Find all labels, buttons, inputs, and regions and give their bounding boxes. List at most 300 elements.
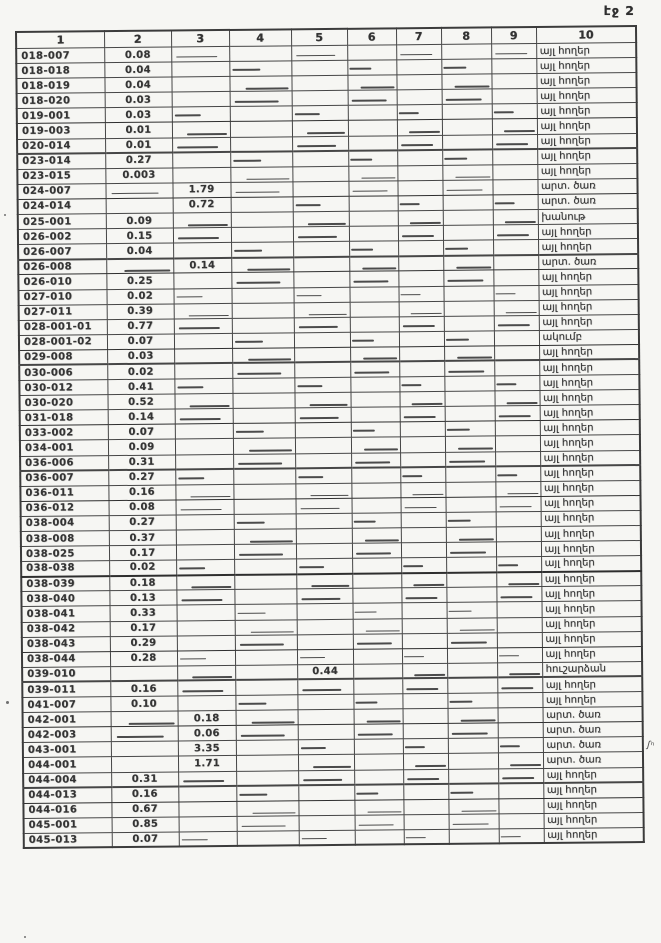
cell-area-value — [233, 423, 295, 439]
cell-area-value — [493, 270, 538, 286]
cell-area-value — [230, 152, 292, 168]
cell-area-value — [403, 709, 448, 725]
cell-area-value — [448, 723, 498, 739]
cell-area-value — [493, 225, 538, 241]
cell-area-value — [493, 255, 538, 271]
cell-area-value — [236, 801, 298, 817]
cell-area-value — [353, 694, 402, 710]
cell-area-value — [397, 105, 442, 121]
cell-area-value — [399, 376, 444, 392]
cell-land-use: այլ հողեր — [539, 359, 639, 375]
cell-area-value — [176, 545, 234, 561]
cell-area-value: 0.10 — [110, 696, 177, 712]
cell-land-use: այլ հողեր — [538, 239, 638, 255]
cell-area-value — [295, 483, 351, 499]
cell-area-value — [496, 526, 541, 542]
cell-area-value — [234, 574, 296, 590]
cell-area-value — [404, 814, 449, 830]
cell-area-value — [492, 149, 537, 165]
cell-area-value — [230, 167, 292, 183]
cell-area-value — [492, 164, 537, 180]
cell-area-value — [173, 212, 231, 228]
cell-area-value — [177, 665, 235, 681]
cell-area-value — [443, 225, 493, 241]
cell-area-value — [353, 603, 402, 619]
cell-area-value — [444, 301, 494, 317]
cell-area-value — [348, 150, 397, 166]
cell-area-value — [355, 815, 404, 831]
cell-area-value — [298, 755, 354, 771]
cell-area-value: 0.44 — [297, 664, 353, 680]
cell-area-value — [444, 361, 494, 377]
cell-area-value — [295, 423, 351, 439]
cell-area-value — [172, 92, 230, 108]
cell-area-value — [397, 150, 442, 166]
cell-area-value — [447, 633, 497, 649]
cell-area-value — [172, 107, 230, 123]
cell-area-value — [176, 499, 234, 515]
cell-area-value — [231, 242, 293, 258]
cell-area-value — [443, 240, 493, 256]
cell-area-value — [448, 753, 498, 769]
cell-land-use: այլ հողեր — [542, 601, 642, 617]
cell-area-value — [173, 228, 231, 244]
cell-area-value — [445, 467, 495, 483]
cell-area-value — [233, 484, 295, 500]
cell-area-value — [296, 513, 352, 529]
cell-area-value — [348, 181, 397, 197]
cell-area-value: 0.18 — [109, 575, 176, 591]
cell-area-value — [399, 346, 444, 362]
cell-area-value: 0.08 — [109, 500, 176, 516]
cell-area-value — [347, 60, 396, 76]
cell-area-value — [398, 286, 443, 302]
cell-area-value — [496, 542, 541, 558]
cell-area-value — [349, 226, 398, 242]
cell-parcel-code: 036-011 — [20, 485, 108, 501]
cell-land-use: այլ հողեր — [537, 88, 637, 104]
cell-land-use: հուշարձան — [542, 661, 642, 677]
cell-area-value — [350, 377, 399, 393]
cell-area-value — [445, 421, 495, 437]
cell-area-value — [494, 330, 539, 346]
cell-area-value — [448, 738, 498, 754]
cell-area-value: 0.15 — [106, 228, 173, 244]
cell-area-value — [235, 604, 297, 620]
cell-area-value — [175, 484, 233, 500]
cell-area-value — [397, 180, 442, 196]
cell-area-value — [400, 482, 445, 498]
cell-area-value — [352, 558, 401, 574]
cell-land-use: այլ հողեր — [538, 284, 638, 300]
cell-land-use: այլ հողեր — [536, 43, 636, 59]
cell-area-value — [234, 589, 296, 605]
cell-land-use: այլ հողեր — [540, 435, 640, 451]
cell-parcel-code: 026-008 — [18, 259, 106, 275]
cell-area-value — [231, 197, 293, 213]
cell-area-value — [351, 452, 400, 468]
cell-area-value — [179, 831, 237, 847]
cell-area-value — [397, 135, 442, 151]
cell-area-value — [498, 738, 543, 754]
cell-area-value — [236, 785, 298, 801]
cell-area-value — [497, 632, 542, 648]
cell-area-value: 0.07 — [108, 424, 175, 440]
cell-parcel-code: 036-012 — [21, 500, 109, 516]
cell-area-value — [396, 60, 441, 76]
cell-land-use: այլ հողեր — [544, 812, 644, 828]
cell-area-value — [111, 756, 178, 772]
cell-area-value — [441, 74, 491, 90]
cell-area-value — [354, 799, 403, 815]
cell-parcel-code: 038-004 — [21, 516, 109, 532]
cell-area-value — [497, 602, 542, 618]
cell-area-value — [292, 166, 348, 182]
cell-area-value — [296, 574, 352, 590]
cell-area-value: 0.67 — [111, 802, 178, 818]
cell-area-value — [177, 650, 235, 666]
cell-land-use: այլ հողեր — [540, 495, 640, 511]
cell-area-value — [234, 544, 296, 560]
cell-area-value — [106, 198, 173, 214]
cell-area-value: 1.71 — [178, 756, 236, 772]
cell-area-value — [232, 348, 294, 364]
cell-area-value — [296, 528, 352, 544]
cell-area-value — [235, 665, 297, 681]
cell-area-value — [352, 573, 401, 589]
cell-area-value — [498, 723, 543, 739]
cell-area-value — [349, 286, 398, 302]
cell-area-value — [444, 376, 494, 392]
cell-area-value — [494, 345, 539, 361]
cell-area-value — [106, 258, 173, 274]
cell-land-use: այլ հողեր — [541, 526, 641, 542]
cell-area-value: 0.72 — [173, 197, 231, 213]
cell-area-value — [448, 783, 498, 799]
cell-land-use: այլ հողեր — [541, 571, 641, 587]
cell-area-value — [400, 467, 445, 483]
cell-area-value — [298, 800, 354, 816]
cell-area-value: 0.04 — [106, 243, 173, 259]
cell-area-value — [297, 619, 353, 635]
cell-area-value — [293, 287, 349, 303]
cell-area-value — [233, 408, 295, 424]
cell-area-value — [111, 711, 178, 727]
cell-land-use: այլ հողեր — [540, 405, 640, 421]
cell-area-value — [447, 602, 497, 618]
cell-area-value — [492, 104, 537, 120]
cell-area-value: 0.06 — [178, 726, 236, 742]
cell-area-value — [350, 362, 399, 378]
cell-area-value — [397, 120, 442, 136]
cell-area-value: 0.09 — [108, 439, 175, 455]
cell-area-value — [498, 708, 543, 724]
cell-area-value — [499, 828, 544, 844]
cell-area-value — [295, 468, 351, 484]
cell-area-value — [349, 196, 398, 212]
cell-area-value — [400, 422, 445, 438]
cell-area-value — [492, 134, 537, 150]
cell-area-value: 0.85 — [112, 817, 179, 833]
cell-area-value — [298, 770, 354, 786]
cell-land-use: արտ. ծառ — [538, 254, 638, 270]
cell-parcel-code: 029-008 — [19, 350, 107, 366]
cell-land-use: այլ հողեր — [538, 224, 638, 240]
cell-area-value: 0.39 — [107, 304, 174, 320]
cell-parcel-code: 036-007 — [20, 470, 108, 486]
cell-land-use: այլ հողեր — [541, 510, 641, 526]
cell-area-value — [403, 724, 448, 740]
cell-area-value — [351, 483, 400, 499]
cell-area-value — [294, 302, 350, 318]
cell-area-value — [298, 740, 354, 756]
cell-parcel-code: 026-010 — [18, 274, 106, 290]
column-header: 8 — [441, 27, 491, 44]
cell-area-value — [354, 769, 403, 785]
cell-area-value — [297, 634, 353, 650]
cell-area-value — [495, 406, 540, 422]
cell-area-value — [443, 270, 493, 286]
cell-area-value — [175, 454, 233, 470]
cell-area-value: 0.03 — [107, 349, 174, 365]
cell-area-value — [293, 257, 349, 273]
cell-area-value — [446, 587, 496, 603]
cell-area-value — [401, 512, 446, 528]
cell-area-value — [350, 332, 399, 348]
cell-area-value — [231, 212, 293, 228]
land-parcel-table — [15, 25, 645, 849]
cell-area-value — [403, 739, 448, 755]
cell-area-value — [297, 604, 353, 620]
cell-area-value — [355, 830, 404, 846]
cell-area-value — [171, 46, 229, 62]
cell-area-value — [445, 406, 495, 422]
cell-area-value — [446, 572, 496, 588]
cell-parcel-code: 018-019 — [16, 78, 104, 94]
column-header: 5 — [291, 29, 347, 46]
cell-area-value — [291, 45, 347, 61]
cell-area-value — [229, 76, 291, 92]
cell-area-value — [348, 166, 397, 182]
cell-area-value — [491, 43, 536, 59]
cell-area-value — [299, 830, 355, 846]
cell-area-value — [354, 739, 403, 755]
cell-area-value — [235, 695, 297, 711]
cell-area-value — [398, 226, 443, 242]
cell-area-value — [349, 256, 398, 272]
cell-parcel-code: 023-015 — [17, 168, 105, 184]
cell-area-value — [350, 317, 399, 333]
cell-area-value — [497, 647, 542, 663]
cell-parcel-code: 027-011 — [19, 304, 107, 320]
cell-parcel-code: 031-018 — [20, 410, 108, 426]
cell-parcel-code: 023-014 — [17, 153, 105, 169]
cell-area-value — [353, 664, 402, 680]
cell-parcel-code: 038-044 — [22, 651, 110, 667]
cell-parcel-code: 042-001 — [23, 712, 111, 728]
cell-area-value: 3.35 — [178, 741, 236, 757]
cell-area-value — [230, 182, 292, 198]
cell-area-value: 0.04 — [104, 62, 171, 78]
cell-parcel-code: 044-004 — [23, 772, 111, 788]
cell-area-value — [171, 77, 229, 93]
cell-parcel-code: 033-002 — [20, 425, 108, 441]
cell-area-value — [498, 753, 543, 769]
cell-area-value — [177, 620, 235, 636]
cell-area-value — [400, 452, 445, 468]
cell-area-value — [176, 575, 234, 591]
cell-area-value — [294, 362, 350, 378]
margin-scribble: ʃⁿ — [645, 739, 656, 752]
cell-parcel-code: 019-003 — [17, 123, 105, 139]
cell-area-value: 0.31 — [108, 455, 175, 471]
cell-area-value — [399, 331, 444, 347]
cell-area-value — [178, 786, 236, 802]
cell-area-value — [446, 527, 496, 543]
cell-area-value — [234, 529, 296, 545]
cell-area-value — [397, 90, 442, 106]
cell-area-value — [401, 542, 446, 558]
cell-area-value — [494, 315, 539, 331]
cell-area-value: 0.01 — [105, 122, 172, 138]
cell-area-value — [235, 680, 297, 696]
cell-parcel-code: 034-001 — [20, 440, 108, 456]
cell-land-use: արտ. ծառ — [538, 193, 638, 209]
cell-area-value — [347, 75, 396, 91]
cell-area-value — [449, 829, 499, 845]
cell-area-value: 0.03 — [105, 92, 172, 108]
cell-area-value — [292, 91, 348, 107]
cell-area-value — [177, 695, 235, 711]
cell-area-value — [293, 272, 349, 288]
cell-area-value: 0.16 — [110, 681, 177, 697]
cell-area-value — [294, 392, 350, 408]
cell-area-value: 0.14 — [173, 258, 231, 274]
cell-land-use: արտ. ծառ — [543, 722, 643, 738]
cell-parcel-code: 028-001-02 — [19, 334, 107, 350]
cell-parcel-code: 027-010 — [18, 289, 106, 305]
cell-area-value — [176, 529, 234, 545]
cell-area-value — [398, 195, 443, 211]
cell-area-value — [172, 152, 230, 168]
cell-parcel-code: 045-001 — [24, 817, 112, 833]
cell-area-value: 0.16 — [111, 787, 178, 803]
cell-parcel-code: 041-007 — [22, 697, 110, 713]
cell-area-value — [179, 816, 237, 832]
cell-area-value — [175, 439, 233, 455]
cell-area-value — [492, 179, 537, 195]
cell-area-value — [353, 618, 402, 634]
cell-area-value — [351, 422, 400, 438]
cell-area-value — [401, 588, 446, 604]
cell-parcel-code: 018-018 — [16, 63, 104, 79]
cell-area-value — [447, 678, 497, 694]
cell-area-value — [296, 498, 352, 514]
cell-area-value — [399, 392, 444, 408]
cell-area-value — [350, 392, 399, 408]
cell-area-value — [236, 710, 298, 726]
cell-land-use: այլ հողեր — [541, 586, 641, 602]
cell-area-value — [498, 783, 543, 799]
cell-area-value — [402, 663, 447, 679]
cell-area-value: 0.37 — [109, 530, 176, 546]
cell-area-value — [174, 303, 232, 319]
cell-land-use: այլ հողեր — [537, 148, 637, 164]
cell-area-value — [178, 801, 236, 817]
cell-area-value — [296, 543, 352, 559]
cell-area-value — [496, 572, 541, 588]
cell-area-value — [443, 195, 493, 211]
cell-area-value — [354, 784, 403, 800]
cell-area-value — [171, 62, 229, 78]
cell-area-value — [448, 799, 498, 815]
cell-land-use: այլ հողեր — [540, 465, 640, 481]
cell-area-value — [447, 648, 497, 664]
cell-parcel-code: 018-007 — [16, 48, 104, 64]
column-header: 7 — [396, 28, 441, 45]
cell-area-value — [348, 90, 397, 106]
cell-area-value — [396, 44, 441, 60]
cell-parcel-code: 026-002 — [18, 229, 106, 245]
cell-area-value — [175, 424, 233, 440]
cell-area-value — [295, 408, 351, 424]
cell-area-value — [402, 648, 447, 664]
cell-area-value — [349, 271, 398, 287]
cell-area-value — [403, 754, 448, 770]
cell-area-value — [231, 272, 293, 288]
cell-land-use: այլ հողեր — [542, 692, 642, 708]
cell-area-value — [350, 301, 399, 317]
cell-area-value — [353, 679, 402, 695]
cell-parcel-code: 019-001 — [17, 108, 105, 124]
cell-area-value — [175, 469, 233, 485]
cell-land-use: այլ հողեր — [537, 118, 637, 134]
cell-area-value — [397, 165, 442, 181]
cell-area-value — [396, 75, 441, 91]
cell-area-value — [292, 106, 348, 122]
cell-area-value — [398, 256, 443, 272]
cell-area-value — [442, 119, 492, 135]
cell-area-value — [495, 481, 540, 497]
cell-area-value — [398, 210, 443, 226]
cell-area-value — [172, 122, 230, 138]
cell-area-value — [493, 210, 538, 226]
cell-area-value — [292, 151, 348, 167]
cell-area-value — [401, 527, 446, 543]
cell-area-value — [398, 241, 443, 257]
cell-area-value: 0.04 — [104, 77, 171, 93]
cell-area-value — [442, 104, 492, 120]
cell-area-value — [443, 210, 493, 226]
cell-area-value — [495, 436, 540, 452]
cell-area-value — [298, 724, 354, 740]
cell-area-value — [447, 617, 497, 633]
cell-parcel-code: 024-014 — [18, 199, 106, 215]
cell-land-use: արտ. ծառ — [543, 737, 643, 753]
cell-area-value — [443, 255, 493, 271]
cell-area-value — [294, 377, 350, 393]
cell-area-value — [296, 558, 352, 574]
cell-area-value — [442, 150, 492, 166]
cell-area-value — [399, 316, 444, 332]
cell-area-value — [235, 634, 297, 650]
cell-area-value — [348, 135, 397, 151]
cell-area-value — [174, 318, 232, 334]
cell-area-value — [295, 438, 351, 454]
cell-area-value: 0.09 — [106, 213, 173, 229]
cell-area-value — [492, 119, 537, 135]
cell-area-value — [444, 391, 494, 407]
